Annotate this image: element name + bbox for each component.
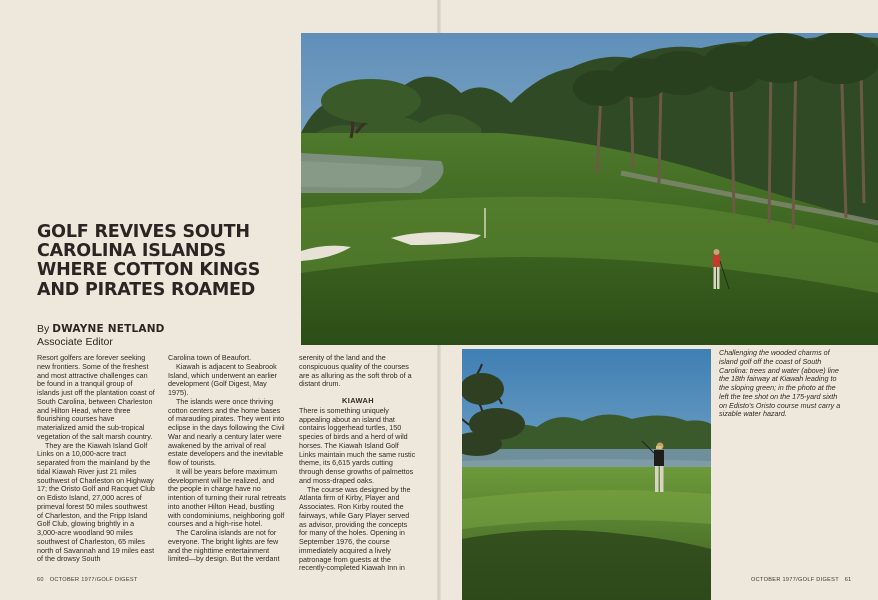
- folio-right-text: OCTOBER 1977/GOLF DIGEST: [751, 577, 839, 583]
- article-column-2: [168, 354, 286, 564]
- author-name: DWAYNE NETLAND: [52, 323, 165, 335]
- folio-left-text: OCTOBER 1977/GOLF DIGEST: [49, 577, 138, 583]
- paragraph: serenity of the land and the conspicuous quality of the courses are as alluring as the soft throb of a distant drum.: [299, 353, 412, 389]
- article-column-1: [37, 354, 155, 564]
- paragraph: The Carolina islands are not for everyone. The bright lights are few and the nighttime entertainment limited—by design. But the verdant: [168, 528, 280, 564]
- paragraph: They are the Kiawah Island Golf Links on a 10,000-acre tract separated from the mainland by the tidal Kiawah River just 21 miles southwest of Charleston on Highway 17; the Oristo Golf and Racquet Club on Edisto Island, 27,000 acres of primeval forest 50 miles southwest of Charleston, and the Fripp Island Golf Club, glowing brightly in a 3,000-acre woodland 90 miles southwest of Charleston, 65 miles north of Savannah and 19 miles east of the drowsy South: [37, 440, 155, 564]
- byline-prefix: By: [37, 323, 50, 335]
- oristo-tee-photo: [462, 349, 711, 600]
- page-number-left: 60: [37, 577, 44, 583]
- paragraph: Carolina town of Beaufort.: [168, 353, 252, 362]
- folio-right: [751, 577, 852, 583]
- section-subhead: KIAWAH: [342, 396, 374, 405]
- byline: [37, 323, 165, 349]
- folio-left: [37, 577, 138, 583]
- paragraph: Kiawah is adjacent to Seabrook Island, which underwent an earlier development (Golf Digest, May 1975).: [168, 361, 278, 397]
- photo-caption: Challenging the wooded charms of island golf off the coast of South Carolina: trees and water (above) line the 18th fairway at Kiawah leading to the sloping green; in the photo at the left the tee shot on the 175-yard sixth on Edisto's Oristo course must carry a sizable water hazard.: [719, 348, 841, 419]
- paragraph: There is something uniquely appealing about an island that contains loggerhead turtles, 150 species of birds and a herd of wild horses. The Kiawah Island Golf Links maintain much the same rustic theme, its 6,615 yards cutting through dense growths of palmettos and moss-draped oaks.: [299, 405, 416, 485]
- kiawah-fairway-photo: [301, 33, 878, 345]
- paragraph: The course was designed by the Atlanta firm of Kirby, Player and Associates. Ron Kirby routed the fairways, while Gary Player served as advisor, providing the concepts for many of the holes. Opening in September 1976, the course immediately acquired a lively patronage from guests at the recently-completed Kiawah Inn in: [299, 484, 411, 573]
- paragraph: The islands were once thriving cotton centers and the home bases of marauding pirates. They went into eclipse in the days following the Civil War and nearly a century later were awakened by the arrival of real estate developers and the inevitable flow of tourists.: [168, 396, 285, 467]
- paragraph: Resort golfers are forever seeking new frontiers. Some of the freshest and most attractive challenges can be found in a tranquil group of islands just off the plantation coast of South Carolina, between Charleston and Hilton Head, where three flourishing courses have materialized amid the sub-tropical vegetation of the salt marsh country.: [37, 353, 155, 441]
- page-number-right: 61: [844, 577, 852, 583]
- author-role: Associate Editor: [37, 336, 113, 348]
- article-column-3: [299, 354, 417, 573]
- article-headline: GOLF REVIVES SOUTH CAROLINA ISLANDS WHERE COTTON KINGS AND PIRATES ROAMED: [37, 222, 261, 300]
- paragraph: It will be years before maximum development will be realized, and the people in charge have no intention of turning their rural retreats into another Hilton Head, bustling with condominiums, neighboring golf courses and a high-rise hotel.: [168, 466, 286, 529]
